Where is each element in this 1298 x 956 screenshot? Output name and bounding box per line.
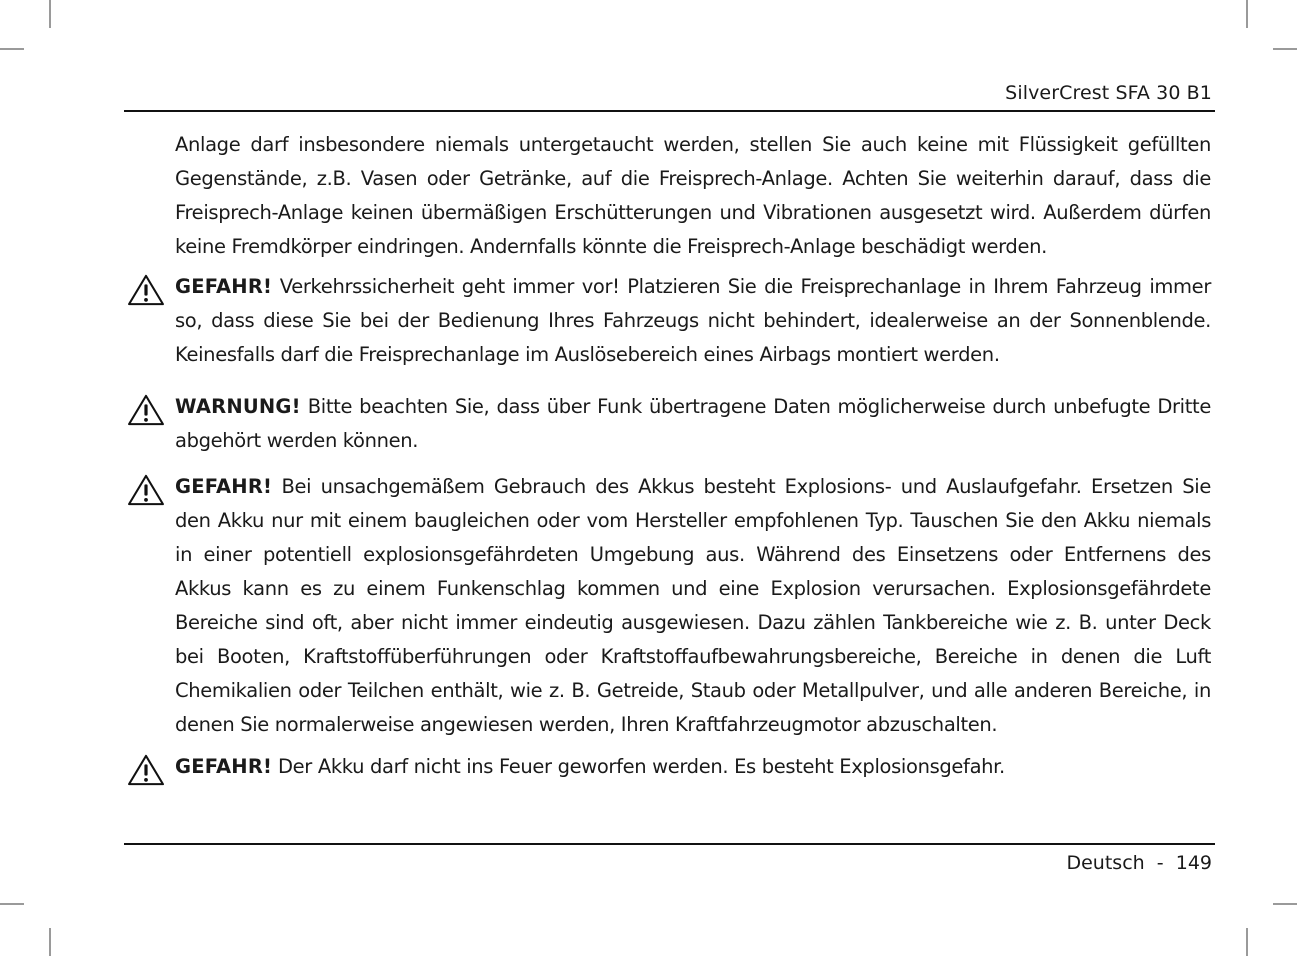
warning-keyword: GEFAHR! <box>175 275 273 298</box>
crop-mark-bottom-right <box>1246 928 1248 956</box>
warning-triangle-icon <box>127 754 165 786</box>
crop-mark-top-left <box>49 0 51 28</box>
warning-paragraph <box>175 750 1211 784</box>
running-header-title: SilverCrest SFA 30 B1 <box>1005 82 1212 104</box>
intro-paragraph: Anlage darf insbesondere niemals untergetaucht werden, stellen Sie auch keine mit Flüssigkeit gefüllten Gegenstände, z.B. Vasen oder Getränke, auf die Freisprech-Anlage. Achten Sie weiterhin darauf, dass die Freisprech-Anlage keinen übermäßigen Erschütterungen und Vibrationen ausgesetzt wird. Außerdem dürfen keine Fremdkörper eindringen. Andernfalls könnte die Freisprech-Anlage beschädigt werden. <box>175 133 1211 258</box>
warning-triangle-icon <box>127 394 165 426</box>
warning-text: Bitte beachten Sie, dass über Funk übertragene Daten möglicherweise durch unbefugte Dritte abgehört werden können. <box>175 395 1211 452</box>
page-number: 149 <box>1175 852 1212 874</box>
crop-mark-top-right <box>1273 48 1297 50</box>
footer-language: Deutsch <box>1066 852 1145 874</box>
crop-mark-bottom-left <box>0 903 24 905</box>
warning-text: Bei unsachgemäßem Gebrauch des Akkus besteht Explosions- und Auslaufgefahr. Ersetzen Sie den Akku nur mit einem baugleichen oder vom Hersteller empfohlenen Typ. Tauschen Sie den Akku niemals in einer potentiell explosionsgefährdeten Umgebung aus. Während des Einsetzens oder Entfernens des Akkus kann es zu einem Funkenschlag kommen und eine Explosion verursachen. Explosionsgefährdete Bereiche sind oft, aber nicht immer eindeutig ausgewiesen. Dazu zählen Tankbereiche wie z. B. unter Deck bei Booten, Kraftstoffüberführungen oder Kraftstoffaufbewahrungsbereiche, Bereiche in denen die Luft Chemikalien oder Teilchen enthält, wie z. B. Getreide, Staub oder Metallpulver, und alle anderen Bereiche, in denen Sie normalerweise angewiesen werden, Ihren Kraftfahrzeugmotor abzuschalten. <box>175 475 1211 736</box>
warning-keyword: GEFAHR! <box>175 475 273 498</box>
crop-mark-bottom-left <box>49 928 51 956</box>
warning-paragraph <box>175 470 1211 742</box>
warning-keyword: WARNUNG! <box>175 395 301 418</box>
footer-divider <box>124 843 1215 845</box>
crop-mark-bottom-right <box>1273 903 1297 905</box>
page-footer <box>1066 852 1212 874</box>
warning-text: Verkehrssicherheit geht immer vor! Platzieren Sie die Freisprechanlage in Ihrem Fahrzeug immer so, dass diese Sie bei der Bedienung Ihres Fahrzeugs nicht behindert, idealerweise an der Sonnenblende. Keinesfalls darf die Freisprechanlage im Auslösebereich eines Airbags montiert werden. <box>175 275 1211 366</box>
warning-paragraph <box>175 390 1211 458</box>
footer-separator: - <box>1156 852 1164 874</box>
warning-text: Der Akku darf nicht ins Feuer geworfen werden. Es besteht Explosionsgefahr. <box>278 755 1005 778</box>
warning-keyword: GEFAHR! <box>175 755 273 778</box>
warning-triangle-icon <box>127 474 165 506</box>
warning-triangle-icon <box>127 274 165 306</box>
warning-paragraph <box>175 270 1211 372</box>
manual-page-content <box>175 128 1211 793</box>
crop-mark-top-left <box>0 48 24 50</box>
crop-mark-top-right <box>1246 0 1248 28</box>
header-divider <box>124 110 1215 112</box>
